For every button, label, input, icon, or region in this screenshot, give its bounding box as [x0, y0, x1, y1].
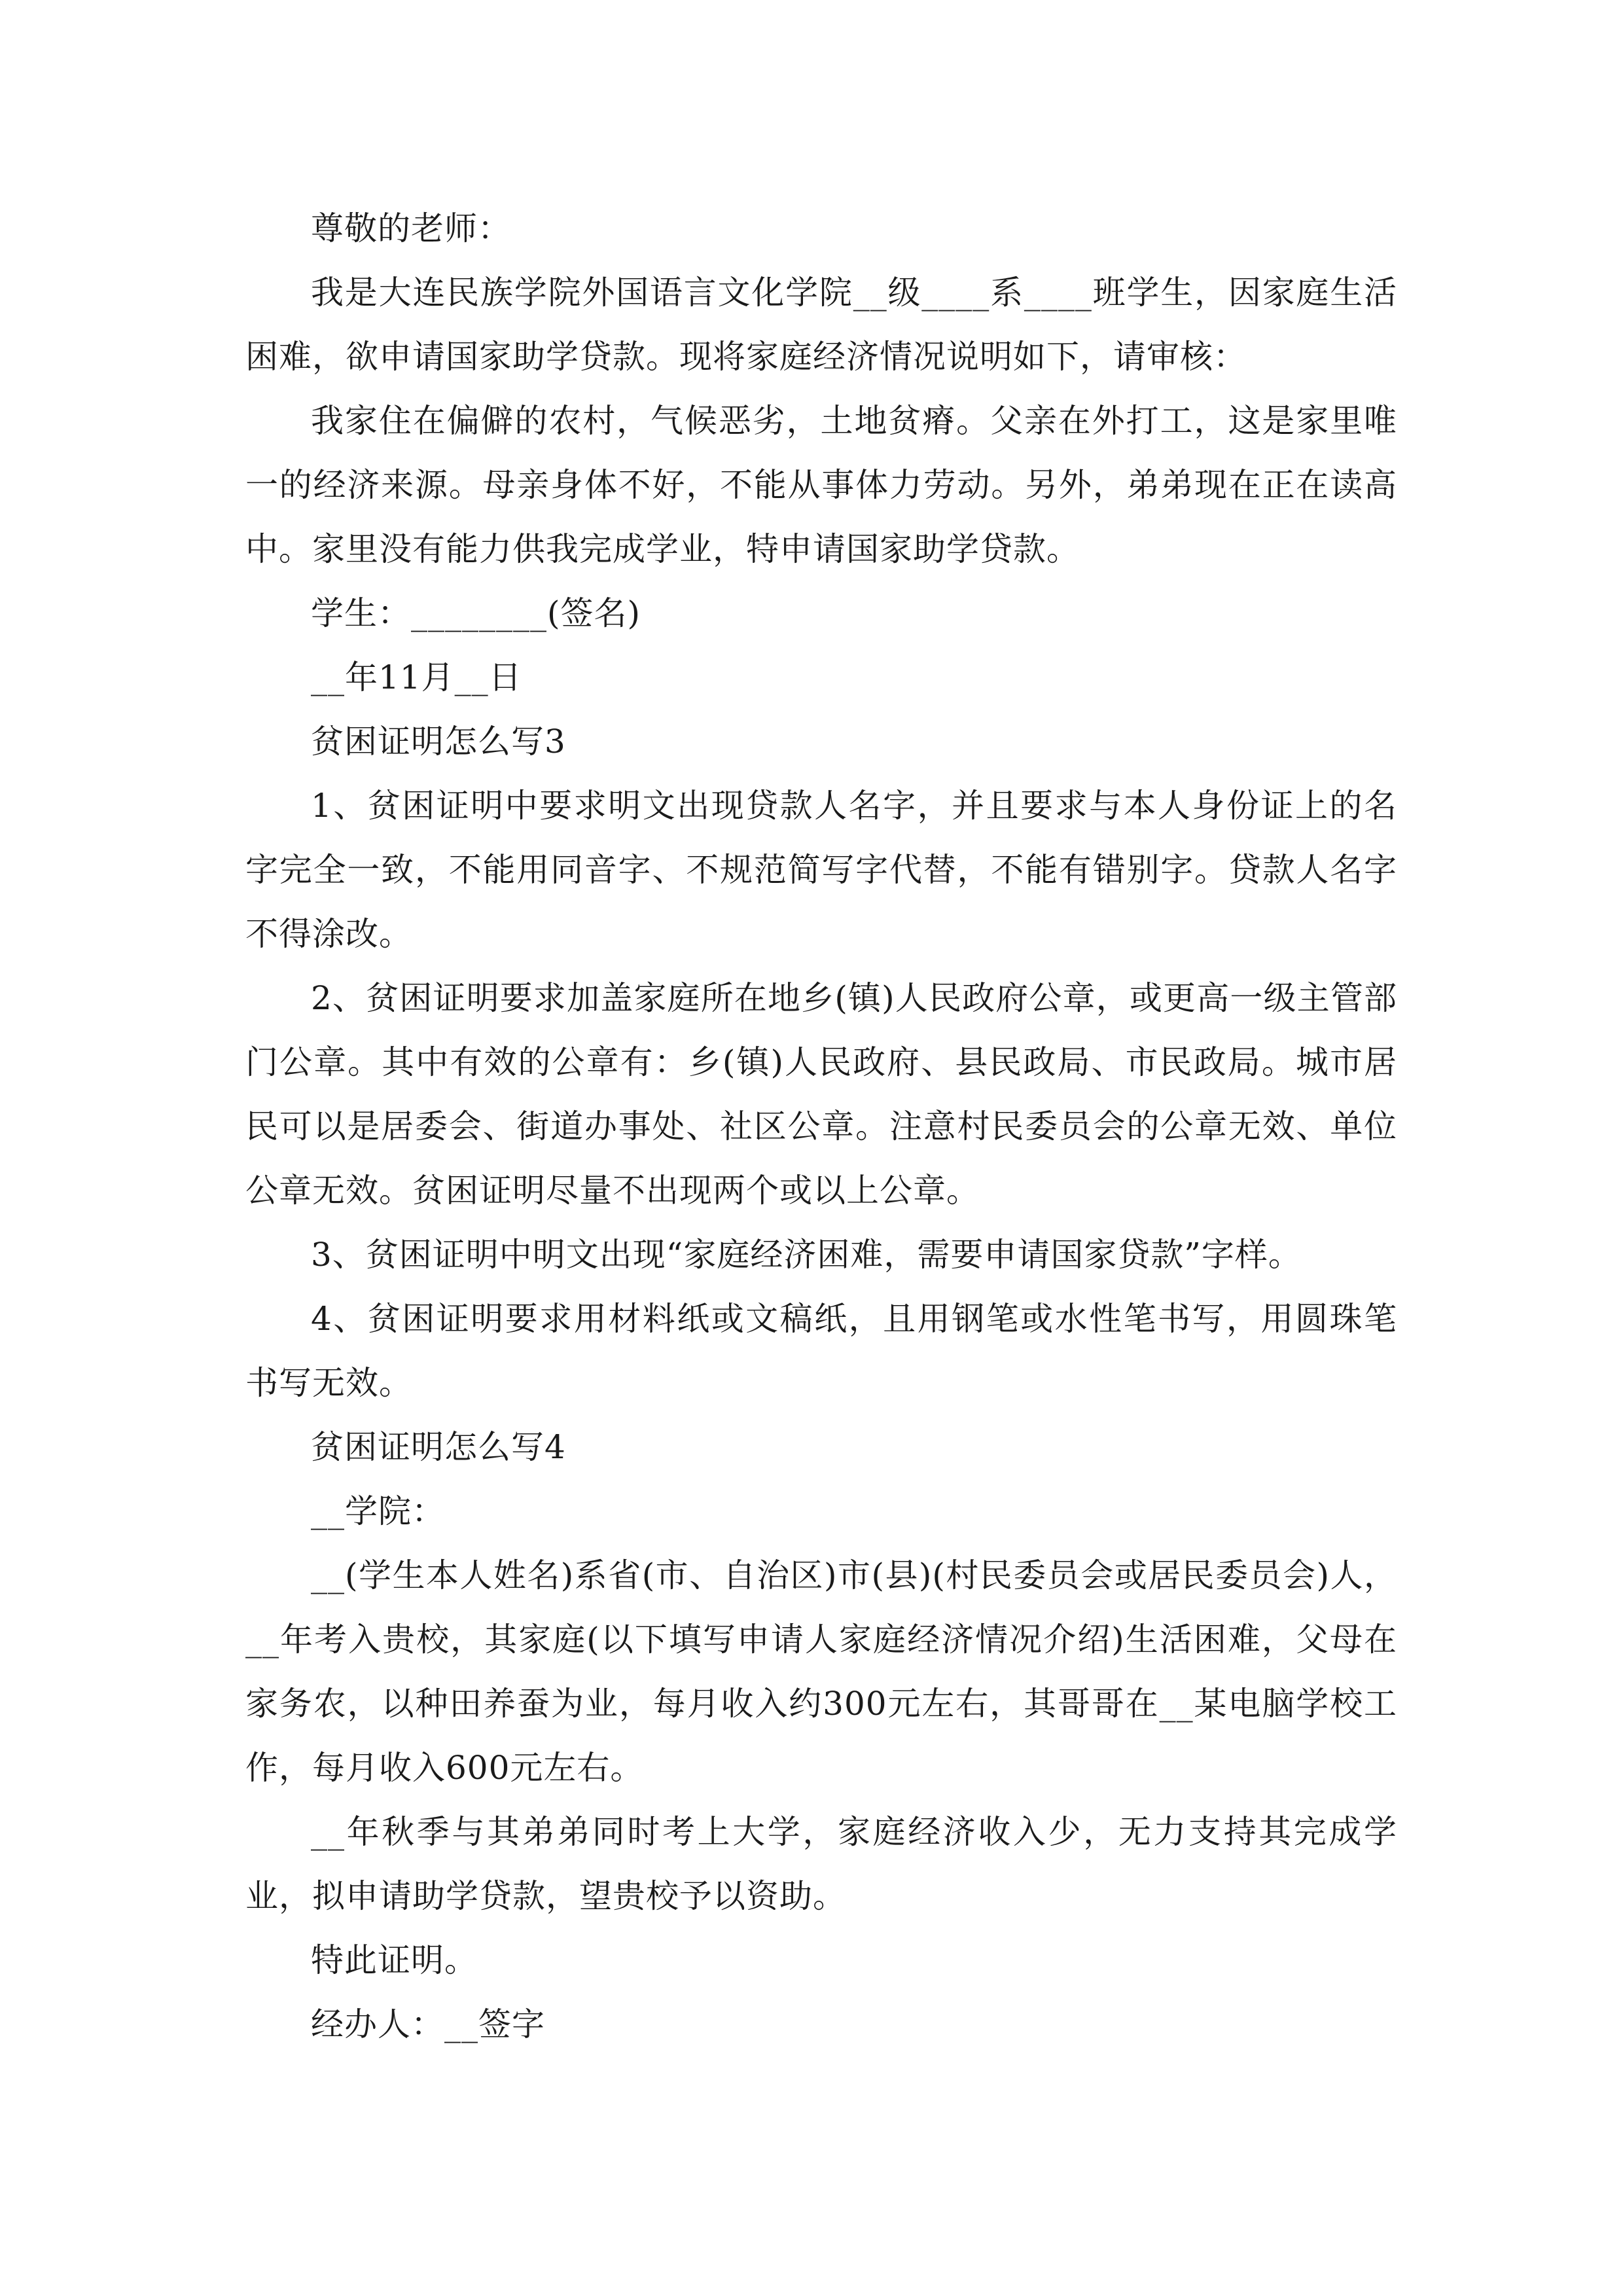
certification-statement: 特此证明。	[311, 1941, 478, 1979]
student-signature-line: 学生：________(签名)	[311, 594, 641, 632]
college-salutation: __学院：	[311, 1492, 445, 1530]
date-line: __年11月__日	[311, 658, 522, 696]
rule-item-3: 3、贫困证明中明文出现“家庭经济困难，需要申请国家贷款”字样。	[311, 1236, 1302, 1274]
rule-item-2: 2、贫困证明要求加盖家庭所在地乡(镇)人民政府公章，或更高一级主管部门公章。其中有效的公章有：乡(镇)人民政府、县民政局、市民政局。城市居民可以是居委会、街道办事处、社区公章。注意村民委员会的公章无效、单位公章无效。贫困证明尽量不出现两个或以上公章。	[245, 979, 1397, 1210]
family-situation-paragraph: 我家住在偏僻的农村，气候恶劣，土地贫瘠。父亲在外打工，这是家里唯一的经济来源。母亲身体不好，不能从事体力劳动。另外，弟弟现在正在读高中。家里没有能力供我完成学业，特申请国家助学贷款。	[245, 402, 1397, 568]
loan-request-paragraph: __年秋季与其弟弟同时考上大学，家庭经济收入少，无力支持其完成学业，拟申请助学贷款，望贵校予以资助。	[245, 1813, 1397, 1915]
intro-paragraph: 我是大连民族学院外国语言文化学院__级____系____班学生，因家庭生活困难，欲申请国家助学贷款。现将家庭经济情况说明如下，请审核：	[245, 274, 1397, 376]
section-heading-3: 贫困证明怎么写3	[311, 723, 566, 761]
certificate-body-paragraph: __(学生本人姓名)系省(市、自治区)市(县)(村民委员会或居民委员会)人，__年考入贵校，其家庭(以下填写申请人家庭经济情况介绍)生活困难，父母在家务农，以种田养蚕为业，每月收入约300元左右，其哥哥在__某电脑学校工作，每月收入600元左右。	[245, 1556, 1397, 1787]
rule-item-4: 4、贫困证明要求用材料纸或文稿纸，且用钢笔或水性笔书写，用圆珠笔书写无效。	[245, 1300, 1397, 1402]
section-heading-4: 贫困证明怎么写4	[311, 1428, 566, 1466]
handler-signature-line: 经办人：__签字	[311, 2005, 545, 2043]
salutation: 尊敬的老师：	[311, 209, 511, 247]
document-body	[245, 196, 1397, 2056]
rule-item-1: 1、贫困证明中要求明文出现贷款人名字，并且要求与本人身份证上的名字完全一致，不能用同音字、不规范简写字代替，不能有错别字。贷款人名字不得涂改。	[245, 787, 1397, 953]
